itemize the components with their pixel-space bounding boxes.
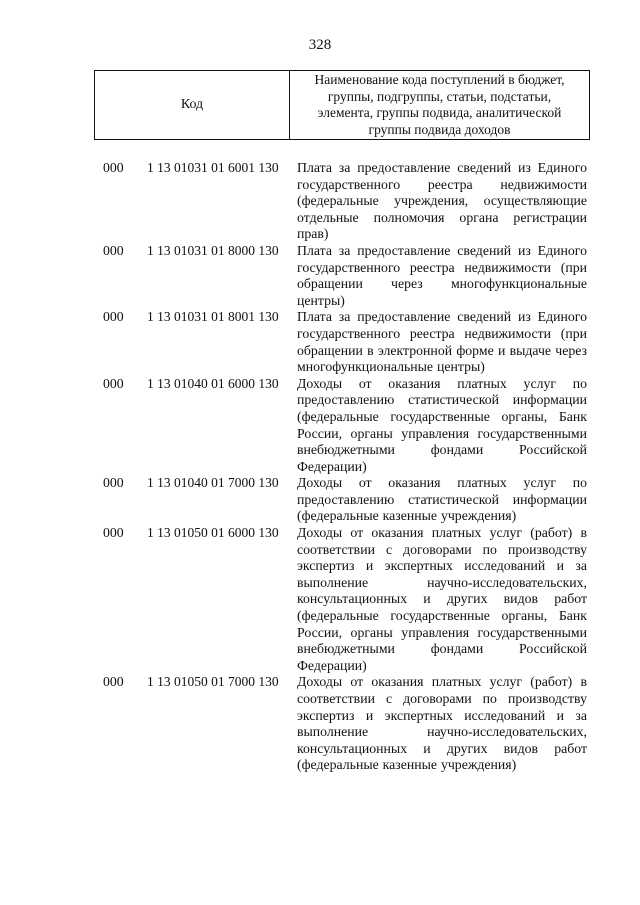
row-admin-code: 000 <box>103 309 124 325</box>
row-admin-code: 000 <box>103 242 124 258</box>
table-row <box>0 160 640 243</box>
row-budget-code: 1 13 01040 01 6000 130 <box>147 375 279 391</box>
row-budget-code: 1 13 01050 01 7000 130 <box>147 674 279 690</box>
row-description: Плата за предоставление сведений из Единого государственного реестра недвижимости (при обращении в электронной форме и выдаче через многофункциональные центры) <box>297 309 587 375</box>
row-description: Доходы от оказания платных услуг по предоставлению статистической информации (федеральные государственные органы, Банк России, органы управления государственными внебюджетными фондами Российской Федерации) <box>297 375 587 474</box>
row-description: Плата за предоставление сведений из Единого государственного реестра недвижимости (при обращении через многофункциональные центры) <box>297 242 587 308</box>
table-row <box>0 525 640 674</box>
header-code-label: Код <box>95 71 290 139</box>
row-description: Плата за предоставление сведений из Единого государственного реестра недвижимости (федеральные учреждения, осуществляющие отдельные полномочия органа регистрации прав) <box>297 160 587 242</box>
row-admin-code: 000 <box>103 475 124 491</box>
page-number: 328 <box>308 37 332 53</box>
row-budget-code: 1 13 01031 01 8000 130 <box>147 242 279 258</box>
table-row <box>0 309 640 375</box>
table-row <box>0 376 640 476</box>
row-admin-code: 000 <box>103 375 124 391</box>
table-body <box>0 160 640 774</box>
table-row <box>0 674 640 774</box>
table-header <box>94 70 590 140</box>
row-description: Доходы от оказания платных услуг (работ) в соответствии с договорами по производству экспертиз и экспертных исследований и за выполнение научно-исследовательских, консультационных и других видов работ (федеральные государственные органы, Банк России, органы управления государственными внебюджетными фондами Российской Федерации) <box>297 525 587 673</box>
row-budget-code: 1 13 01031 01 6001 130 <box>147 160 279 175</box>
header-name-label: Наименование кода поступлений в бюджет, группы, подгруппы, статьи, подстатьи, элемента, группы подвида, аналитической группы подвида доходов <box>314 72 565 137</box>
table-row <box>0 243 640 309</box>
row-admin-code: 000 <box>103 160 124 175</box>
row-budget-code: 1 13 01050 01 6000 130 <box>147 525 279 541</box>
row-admin-code: 000 <box>103 674 124 690</box>
row-admin-code: 000 <box>103 525 124 541</box>
row-description: Доходы от оказания платных услуг по предоставлению статистической информации (федеральные казенные учреждения) <box>297 475 587 524</box>
row-budget-code: 1 13 01031 01 8001 130 <box>147 309 279 325</box>
table-row <box>0 475 640 525</box>
row-budget-code: 1 13 01040 01 7000 130 <box>147 475 279 491</box>
row-description: Доходы от оказания платных услуг (работ) в соответствии с договорами по производству экспертиз и экспертных исследований и за выполнение научно-исследовательских, консультационных и других видов работ (федеральные казенные учреждения) <box>297 674 587 773</box>
